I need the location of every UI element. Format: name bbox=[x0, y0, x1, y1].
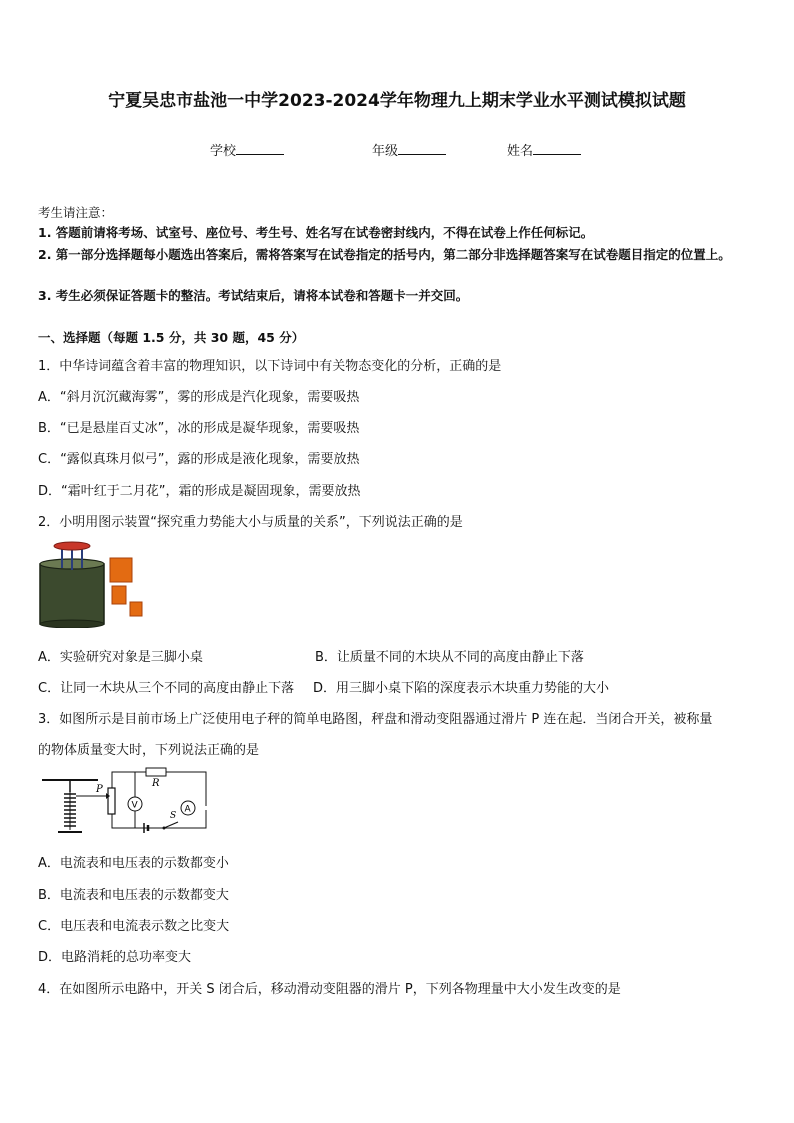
table-top bbox=[54, 542, 90, 550]
rheostat-icon bbox=[108, 788, 115, 814]
q2-apparatus-figure bbox=[38, 540, 148, 628]
q1-option-a: A．“斜月沉沉藏海雾”，雾的形成是汽化现象，需要吸热 bbox=[38, 390, 360, 405]
grade-field[interactable] bbox=[372, 140, 446, 159]
school-field[interactable] bbox=[210, 140, 284, 159]
notice-item-2: 2. 第一部分选择题每小题选出答案后，需将答案写在试卷指定的括号内，第二部分非选择题答案写在试卷题目指定的位置上。 bbox=[38, 247, 731, 262]
student-info-fields bbox=[0, 140, 794, 160]
q3-option-b: B．电流表和电压表的示数都变大 bbox=[38, 888, 229, 903]
q1-option-b: B．“已是悬崖百丈冰”，冰的形成是凝华现象，需要吸热 bbox=[38, 421, 360, 436]
q1-option-c: C．“露似真珠月似弓”，露的形成是液化现象，需要放热 bbox=[38, 452, 360, 467]
q3-option-a: A．电流表和电压表的示数都变小 bbox=[38, 856, 229, 871]
school-blank bbox=[236, 142, 284, 155]
grade-label: 年级 bbox=[372, 144, 399, 159]
sand-container bbox=[40, 564, 104, 624]
school-label: 学校 bbox=[210, 144, 237, 159]
name-field[interactable] bbox=[507, 140, 581, 159]
resistor-icon bbox=[146, 768, 166, 776]
q3-circuit-figure bbox=[40, 766, 210, 836]
name-blank bbox=[533, 142, 581, 155]
q3-stem-line-2: 的物体质量变大时，下列说法正确的是 bbox=[38, 743, 260, 758]
q2-option-a: A．实验研究对象是三脚小桌 bbox=[38, 650, 203, 665]
notice-item-1: 1. 答题前请将考场、试室号、座位号、考生号、姓名写在试卷密封线内，不得在试卷上作任何标记。 bbox=[38, 225, 594, 240]
q2-stem: 2．小明用图示装置“探究重力势能大小与质量的关系”，下列说法正确的是 bbox=[38, 515, 463, 530]
notice-title: 考生请注意： bbox=[38, 205, 114, 220]
q3-stem-line-1: 3．如图所示是目前市场上广泛使用电子秤的简单电路图，秤盘和滑动变阻器通过滑片 P 连在起．当闭合开关，被称量 bbox=[38, 712, 713, 727]
wood-block-medium bbox=[112, 586, 126, 604]
q1-stem: 1．中华诗词蕴含着丰富的物理知识，以下诗词中有关物态变化的分析，正确的是 bbox=[38, 359, 502, 374]
q3-option-d: D．电路消耗的总功率变大 bbox=[38, 950, 192, 965]
switch-icon bbox=[164, 822, 178, 828]
q2-option-b: B．让质量不同的木块从不同的高度由静止下落 bbox=[315, 650, 584, 665]
label-p: P bbox=[96, 784, 103, 795]
label-v: V bbox=[131, 800, 138, 811]
page-title: 宁夏吴忠市盐池一中学2023-2024学年物理九上期末学业水平测试模拟试题 bbox=[108, 91, 686, 111]
q1-option-d: D．“霜叶红于二月花”，霜的形成是凝固现象，需要放热 bbox=[38, 484, 361, 499]
wood-block-small bbox=[130, 602, 142, 616]
q4-stem: 4．在如图所示电路中，开关 S 闭合后，移动滑动变阻器的滑片 P，下列各物理量中大小发生改变的是 bbox=[38, 982, 621, 997]
q2-option-d: D．用三脚小桌下陷的深度表示木块重力势能的大小 bbox=[313, 681, 610, 696]
q2-option-c: C．让同一木块从三个不同的高度由静止下落 bbox=[38, 681, 295, 696]
section-heading: 一、选择题（每题 1.5 分，共 30 题，45 分） bbox=[38, 330, 305, 345]
label-a: A bbox=[184, 804, 191, 815]
grade-blank bbox=[398, 142, 446, 155]
wood-block-large bbox=[110, 558, 132, 582]
notice-item-3: 3. 考生必须保证答题卡的整洁。考试结束后，请将本试卷和答题卡一并交回。 bbox=[38, 288, 469, 303]
label-s: S bbox=[170, 811, 177, 821]
name-label: 姓名 bbox=[507, 144, 534, 159]
q3-option-c: C．电压表和电流表示数之比变大 bbox=[38, 919, 230, 934]
label-r: R bbox=[152, 778, 160, 789]
